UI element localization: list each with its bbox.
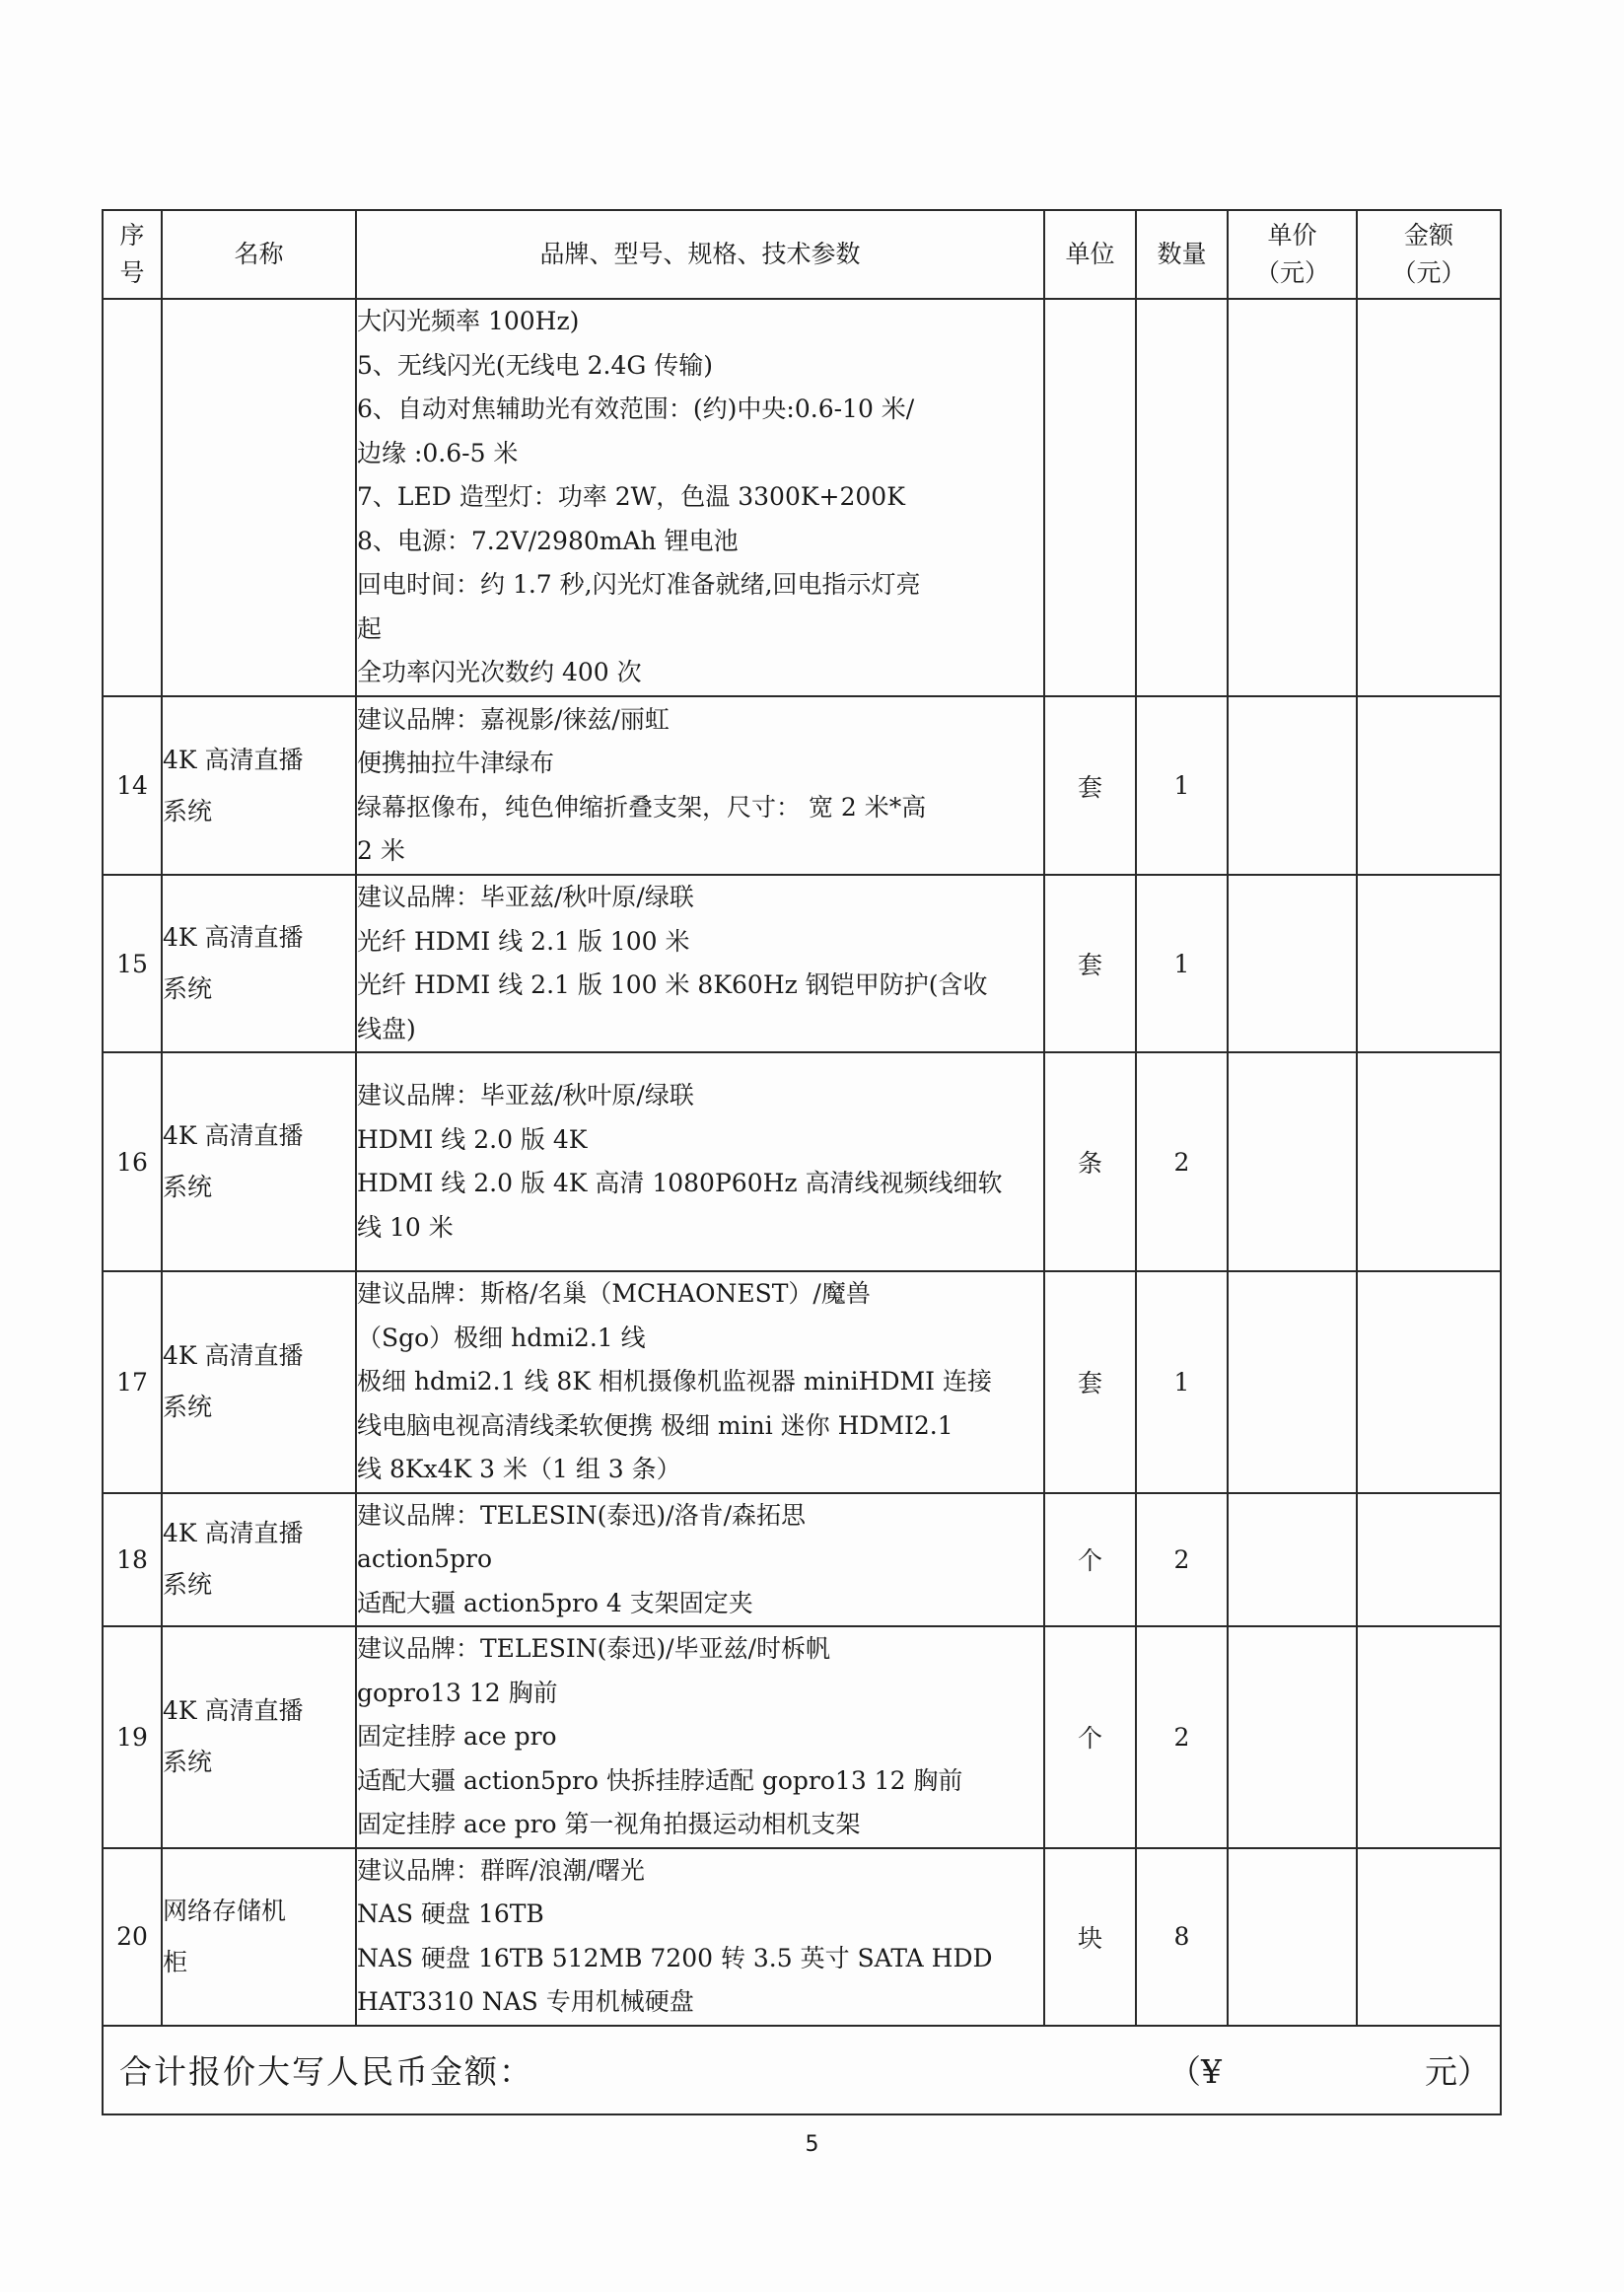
row-name	[162, 1848, 356, 2026]
row-name-line: 柜	[163, 1947, 188, 1976]
row-spec-line: 全功率闪光次数约 400 次	[357, 658, 642, 687]
row-qty: 1	[1136, 875, 1228, 1052]
header-unit: 单位	[1044, 210, 1136, 299]
row-spec	[356, 875, 1044, 1052]
row-spec-line: HDMI 线 2.0 版 4K 高清 1080P60Hz 高清线视频线细软	[357, 1169, 1003, 1197]
row-seq: 17	[103, 1271, 162, 1493]
row-spec-line: 固定挂脖 ace pro	[357, 1722, 557, 1751]
total-yuan: 元）	[1425, 2052, 1490, 2091]
row-seq: 19	[103, 1626, 162, 1848]
row-unit-price	[1228, 696, 1357, 875]
table-row	[103, 1626, 1501, 1848]
row-spec-line: 建议品牌：群晖/浪潮/曙光	[357, 1855, 645, 1885]
row-name-line: 4K 高清直播	[163, 923, 304, 952]
row-spec-line: 光纤 HDMI 线 2.1 版 100 米	[357, 926, 690, 956]
header-row	[103, 210, 1501, 299]
row-spec-line: 线盘)	[357, 1014, 416, 1043]
row-spec-line: 大闪光频率 100Hz)	[357, 307, 580, 336]
row-spec-line: 建议品牌：TELESIN(泰迅)/洛肯/森拓思	[357, 1500, 807, 1530]
page-number: 5	[805, 2132, 819, 2157]
row-amount	[1357, 1848, 1501, 2026]
row-spec-line: 建议品牌：斯格/名巢（MCHAONEST）/魔兽	[357, 1279, 871, 1308]
row-spec	[356, 1848, 1044, 2026]
row-name-line: 系统	[163, 1173, 213, 1201]
row-name-line: 系统	[163, 1570, 213, 1600]
total-row	[103, 2026, 1501, 2114]
row-spec	[356, 696, 1044, 875]
row-spec-line: NAS 硬盘 16TB 512MB 7200 转 3.5 英寸 SATA HDD	[357, 1943, 993, 1972]
row-spec-line: 线电脑电视高清线柔软便携 极细 mini 迷你 HDMI2.1	[357, 1410, 953, 1440]
row-spec-line: 2 米	[357, 836, 405, 865]
row-amount	[1357, 696, 1501, 875]
row-unit: 个	[1044, 1626, 1136, 1848]
row-unit: 套	[1044, 875, 1136, 1052]
row-name-line: 4K 高清直播	[163, 1696, 304, 1726]
row-unit-price	[1228, 1493, 1357, 1627]
table-row	[103, 875, 1501, 1052]
row-unit: 套	[1044, 1271, 1136, 1493]
row-spec-line: 边缘 :0.6-5 米	[357, 438, 519, 467]
row-seq: 16	[103, 1052, 162, 1271]
quote-table	[102, 209, 1502, 2115]
row-name	[162, 1493, 356, 1627]
table-row	[103, 1052, 1501, 1271]
row-unit-price	[1228, 875, 1357, 1052]
row-name-line: 系统	[163, 1748, 213, 1777]
table-row	[103, 299, 1501, 696]
row-amount	[1357, 299, 1501, 696]
header-unit-price: 单价 （元）	[1228, 210, 1357, 299]
row-seq: 18	[103, 1493, 162, 1627]
row-spec-line: 线 8Kx4K 3 米（1 组 3 条）	[357, 1455, 681, 1483]
row-spec-line: gopro13 12 胸前	[357, 1678, 558, 1707]
row-amount	[1357, 1052, 1501, 1271]
row-spec-line: 建议品牌：毕亚兹/秋叶原/绿联	[357, 1081, 694, 1110]
row-amount	[1357, 1493, 1501, 1627]
row-name-line: 网络存储机	[163, 1896, 287, 1925]
row-spec	[356, 1271, 1044, 1493]
row-spec-line: 建议品牌：嘉视影/徕兹/丽虹	[357, 704, 670, 734]
row-qty: 2	[1136, 1626, 1228, 1848]
row-unit: 条	[1044, 1052, 1136, 1271]
row-name-line: 4K 高清直播	[163, 1519, 304, 1548]
row-spec-line: 8、电源：7.2V/2980mAh 锂电池	[357, 526, 739, 555]
row-spec-line: 适配大疆 action5pro 4 支架固定夹	[357, 1588, 753, 1617]
row-unit-price	[1228, 299, 1357, 696]
total-label: 合计报价大写人民币金额：	[119, 2052, 533, 2091]
row-spec-line: 7、LED 造型灯：功率 2W，色温 3300K+200K	[357, 482, 905, 512]
row-unit: 个	[1044, 1493, 1136, 1627]
row-name	[162, 1271, 356, 1493]
header-qty: 数量	[1136, 210, 1228, 299]
table-row	[103, 696, 1501, 875]
row-seq: 20	[103, 1848, 162, 2026]
row-unit-price	[1228, 1626, 1357, 1848]
row-unit	[1044, 299, 1136, 696]
row-name-line: 4K 高清直播	[163, 745, 304, 774]
row-spec-line: 线 10 米	[357, 1212, 454, 1242]
row-seq: 15	[103, 875, 162, 1052]
row-unit: 套	[1044, 696, 1136, 875]
row-spec-line: 回电时间：约 1.7 秒,闪光灯准备就绪,回电指示灯亮	[357, 570, 921, 600]
row-qty: 2	[1136, 1493, 1228, 1627]
total-cny: （¥	[1168, 2052, 1222, 2091]
row-name-line: 系统	[163, 974, 213, 1003]
row-spec-line: 5、无线闪光(无线电 2.4G 传输)	[357, 350, 714, 380]
row-amount	[1357, 1626, 1501, 1848]
table-row	[103, 1493, 1501, 1627]
row-name-line: 4K 高清直播	[163, 1121, 304, 1150]
row-spec-line: 便携抽拉牛津绿布	[357, 749, 555, 777]
row-qty	[1136, 299, 1228, 696]
row-amount	[1357, 1271, 1501, 1493]
row-spec	[356, 1626, 1044, 1848]
row-spec-line: 建议品牌：毕亚兹/秋叶原/绿联	[357, 883, 694, 911]
table-row	[103, 1271, 1501, 1493]
table-row	[103, 1848, 1501, 2026]
row-spec-line: 起	[357, 613, 383, 643]
total-cell	[103, 2026, 1501, 2114]
row-qty: 1	[1136, 696, 1228, 875]
row-qty: 8	[1136, 1848, 1228, 2026]
row-amount	[1357, 875, 1501, 1052]
row-name	[162, 696, 356, 875]
row-spec-line: action5pro	[357, 1544, 493, 1573]
row-spec-line: 绿幕抠像布，纯色伸缩折叠支架，尺寸： 宽 2 米*高	[357, 792, 927, 822]
row-unit-price	[1228, 1271, 1357, 1493]
header-spec: 品牌、型号、规格、技术参数	[356, 210, 1044, 299]
row-name-line: 4K 高清直播	[163, 1341, 304, 1371]
row-spec-line: 固定挂脖 ace pro 第一视角拍摄运动相机支架	[357, 1810, 861, 1838]
row-spec-line: 适配大疆 action5pro 快拆挂脖适配 gopro13 12 胸前	[357, 1765, 963, 1795]
row-unit-price	[1228, 1052, 1357, 1271]
row-spec-line: 建议品牌：TELESIN(泰迅)/毕亚兹/时柝帆	[357, 1634, 831, 1663]
row-spec-line: （Sgo）极细 hdmi2.1 线	[357, 1323, 646, 1352]
row-name-line: 系统	[163, 796, 213, 825]
row-name	[162, 875, 356, 1052]
header-name: 名称	[162, 210, 356, 299]
row-unit-price	[1228, 1848, 1357, 2026]
row-seq: 14	[103, 696, 162, 875]
row-name-line: 系统	[163, 1393, 213, 1422]
row-name	[162, 1052, 356, 1271]
row-name	[162, 299, 356, 696]
row-seq	[103, 299, 162, 696]
row-spec	[356, 1493, 1044, 1627]
header-seq: 序 号	[103, 210, 162, 299]
row-spec	[356, 299, 1044, 696]
row-name	[162, 1626, 356, 1848]
row-spec-line: 6、自动对焦辅助光有效范围：(约)中央:0.6-10 米/	[357, 394, 915, 424]
row-spec-line: HAT3310 NAS 专用机械硬盘	[357, 1987, 694, 2016]
row-spec-line: NAS 硬盘 16TB	[357, 1899, 544, 1928]
row-qty: 2	[1136, 1052, 1228, 1271]
row-spec	[356, 1052, 1044, 1271]
row-qty: 1	[1136, 1271, 1228, 1493]
row-unit: 块	[1044, 1848, 1136, 2026]
row-spec-line: HDMI 线 2.0 版 4K	[357, 1124, 588, 1154]
row-spec-line: 光纤 HDMI 线 2.1 版 100 米 8K60Hz 钢铠甲防护(含收	[357, 970, 988, 999]
header-amount: 金额 （元）	[1357, 210, 1501, 299]
row-spec-line: 极细 hdmi2.1 线 8K 相机摄像机监视器 miniHDMI 连接	[357, 1367, 992, 1396]
